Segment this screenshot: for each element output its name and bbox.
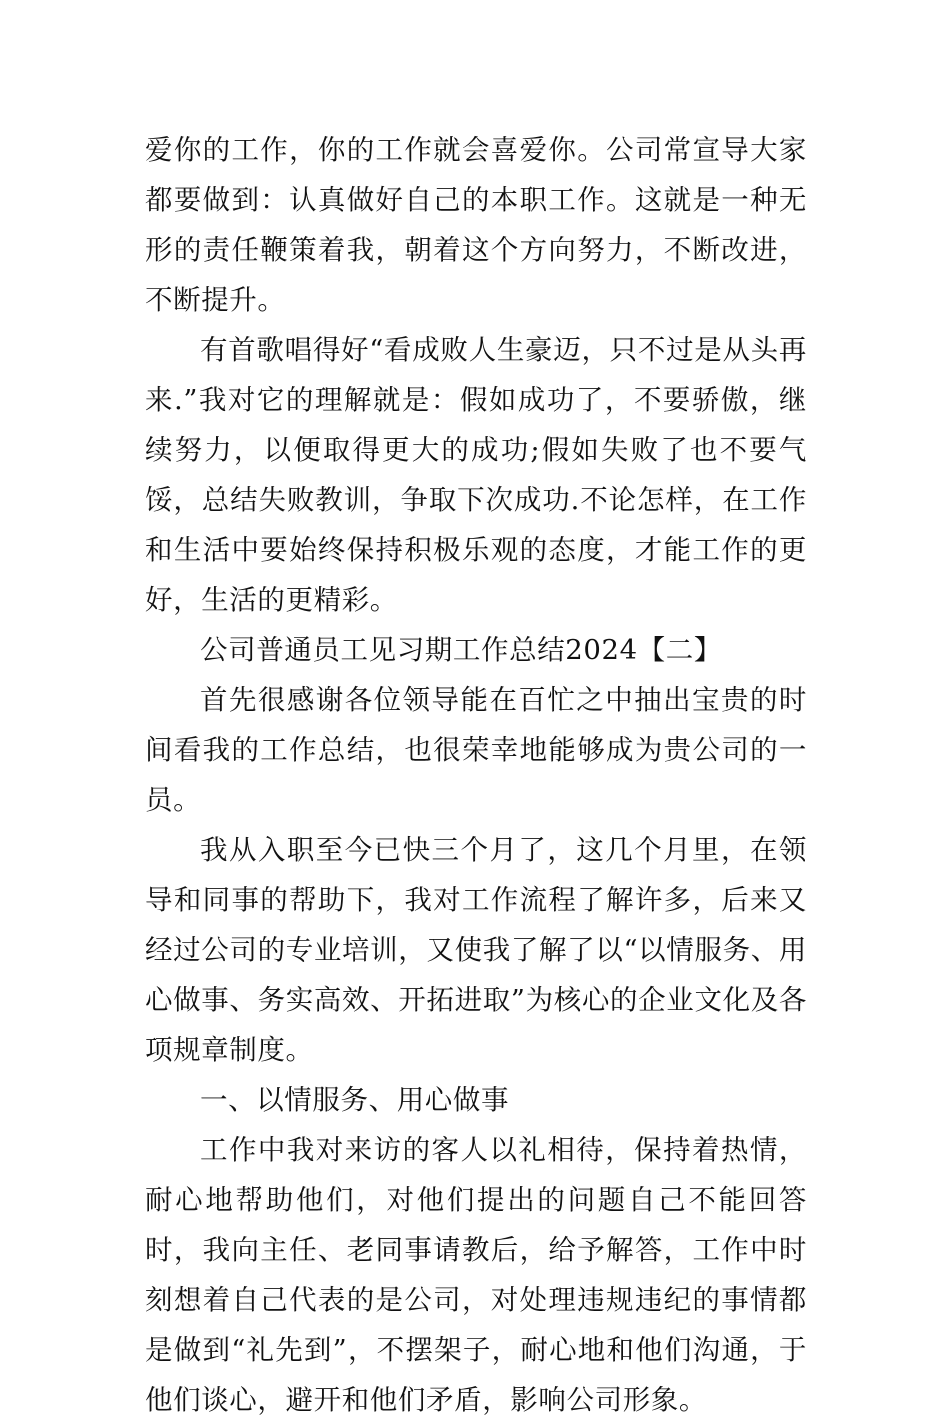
paragraph-3: 首先很感谢各位领导能在百忙之中抽出宝贵的时间看我的工作总结，也很荣幸地能够成为贵公司的一员。 [145, 684, 807, 816]
paragraph-4: 我从入职至今已快三个月了，这几个月里，在领导和同事的帮助下，我对工作流程了解许多，后来又经过公司的专业培训，又使我了解了以“以情服务、用心做事、务实高效、开拓进取”为核心的企业文化及各项规章制度。 [145, 834, 807, 1066]
document-page [145, 125, 807, 1425]
section-heading-2: 公司普通员工见习期工作总结2024【二】 [200, 634, 722, 666]
subheading-1: 一、以情服务、用心做事 [200, 1084, 510, 1116]
paragraph-2: 有首歌唱得好“看成败人生豪迈，只不过是从头再来.”我对它的理解就是：假如成功了，不要骄傲，继续努力，以便取得更大的成功;假如失败了也不要气馁，总结失败教训，争取下次成功.不论怎样，在工作和生活中要始终保持积极乐观的态度，才能工作的更好，生活的更精彩。 [145, 334, 807, 616]
paragraph-1: 爱你的工作，你的工作就会喜爱你。公司常宣导大家都要做到：认真做好自己的本职工作。这就是一种无形的责任鞭策着我，朝着这个方向努力，不断改进，不断提升。 [145, 134, 807, 316]
paragraph-5: 工作中我对来访的客人以礼相待，保持着热情，耐心地帮助他们，对他们提出的问题自己不能回答时，我向主任、老同事请教后，给予解答，工作中时刻想着自己代表的是公司，对处理违规违纪的事情都是做到“礼先到”，不摆架子，耐心地和他们沟通，于他们谈心，避开和他们矛盾，影响公司形象。 [145, 1134, 807, 1416]
